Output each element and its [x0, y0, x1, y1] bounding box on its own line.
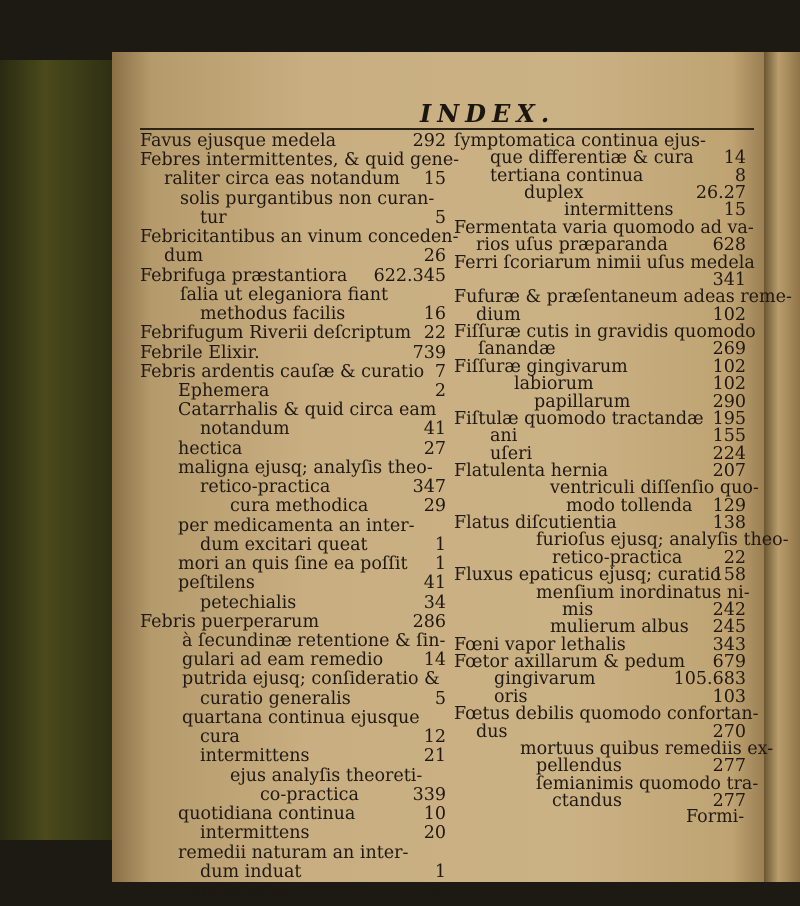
entry-text: oris	[494, 687, 528, 707]
entry-text: raliter circa eas notandum	[164, 169, 400, 189]
entry-text: notandum	[200, 419, 290, 439]
entry-text: Flatulenta hernia	[454, 461, 609, 481]
entry-page-number: 102	[712, 357, 746, 377]
index-entry	[140, 322, 446, 344]
entry-text: co-practica	[260, 785, 359, 805]
entry-text: tertiana continua	[490, 166, 644, 186]
entry-page-number: 26	[423, 881, 446, 901]
entry-text: papillarum	[534, 392, 631, 412]
entry-text: Fiſſuræ gingivarum	[454, 357, 628, 377]
catchword: Formi-	[686, 807, 745, 827]
entry-text: menſium inordinatus ni-	[536, 583, 750, 603]
entry-page-number: 290	[712, 392, 746, 412]
entry-page-number: 343	[712, 635, 746, 655]
index-entry	[200, 822, 446, 844]
entry-text: ſalia ut eleganiora fiant	[180, 285, 389, 305]
entry-page-number: 277	[712, 791, 746, 811]
entry-page-number: 129	[712, 496, 746, 516]
entry-text: Fœtus debilis quomodo confortan-	[454, 704, 759, 724]
entry-text: mori an quis ſine ea poſſit	[178, 554, 408, 574]
entry-text: Febrile Elixir.	[140, 343, 260, 363]
entry-page-number: 41	[423, 573, 446, 593]
entry-text: dum induat	[200, 862, 302, 882]
entry-text: per medicamenta an inter-	[178, 516, 415, 536]
entry-page-number: 269	[712, 339, 746, 359]
entry-page-number: 41	[423, 419, 446, 439]
entry-page-number: 5	[434, 689, 446, 709]
entry-text: ventriculi diſſenſio quo-	[550, 478, 759, 498]
entry-page-number: 207	[712, 461, 746, 481]
entry-text: cura methodica	[230, 496, 369, 516]
entry-text: gulari ad eam remedio	[182, 650, 384, 670]
entry-page-number: 20	[423, 823, 446, 843]
entry-text: ſanandæ	[478, 339, 556, 359]
entry-page-number: 224	[712, 444, 746, 464]
entry-text: dus	[476, 722, 508, 742]
entry-page-number: 1	[434, 862, 446, 882]
entry-page-number: 22	[723, 548, 746, 568]
entry-text: mis	[562, 600, 594, 620]
entry-page-number: 102	[712, 374, 746, 394]
entry-text: ſymptomatica continua ejus-	[454, 131, 706, 151]
entry-page-number: 12	[423, 727, 446, 747]
entry-text: Fiſtulæ quomodo tractandæ	[454, 409, 704, 429]
entry-text: Febrifuga præstantiora	[140, 266, 348, 286]
entry-text: uſeri	[490, 444, 533, 464]
entry-text: à ſecundinæ retentione & ſin-	[182, 631, 446, 651]
entry-text: dum	[164, 246, 204, 266]
index-entry	[164, 168, 446, 190]
entry-text: dium	[476, 305, 521, 325]
entry-text: ejus analyſis theoreti-	[230, 766, 423, 786]
entry-text: Favus ejusque medela	[140, 131, 337, 151]
entry-page-number: 22	[423, 323, 446, 343]
entry-page-number: 105.683	[673, 669, 746, 689]
entry-text: Fufuræ & præſentaneum adeas reme-	[454, 287, 792, 307]
entry-text: Ferri ſcoriarum nimii uſus medela	[454, 253, 755, 273]
entry-page-number: 29	[423, 496, 446, 516]
entry-page-number: 1	[434, 535, 446, 555]
index-entry	[200, 418, 446, 440]
entry-page-number: 628	[712, 235, 746, 255]
entry-page-number: 195	[712, 409, 746, 429]
entry-page-number: 14	[723, 148, 746, 168]
entry-page-number: 16	[423, 304, 446, 324]
entry-text: curatio generalis	[200, 689, 351, 709]
entry-page-number: 286	[412, 612, 446, 632]
entry-page-number: 339	[412, 785, 446, 805]
index-entry	[230, 495, 446, 517]
entry-page-number: 292	[412, 131, 446, 151]
entry-text: intermittens	[200, 746, 310, 766]
index-entry	[182, 668, 446, 690]
entry-text: dum excitari queat	[200, 535, 368, 555]
entry-text: quotidiana continua	[178, 804, 356, 824]
entry-text: quartana continua ejusque	[182, 708, 420, 728]
entry-text: mulierum albus	[550, 617, 689, 637]
entry-text: que differentiæ & cura	[490, 148, 694, 168]
entry-page-number: 679	[712, 652, 746, 672]
entry-text: retico-practica	[552, 548, 683, 568]
entry-page-number: 21	[423, 746, 446, 766]
entry-page-number: 2	[434, 381, 446, 401]
entry-text: rios uſus præparanda	[476, 235, 668, 255]
entry-text: intermittens	[564, 200, 674, 220]
entry-text: ſemianimis quomodo tra-	[536, 774, 759, 794]
entry-text: duplex	[524, 183, 584, 203]
book-spine	[0, 60, 112, 840]
entry-text: Fœtor axillarum & pedum	[454, 652, 686, 672]
running-header: INDEX.	[420, 99, 556, 128]
entry-text: Febres intermittentes, & quid gene-	[140, 150, 460, 170]
entry-page-number: 1	[434, 554, 446, 574]
entry-page-number: 14	[423, 650, 446, 670]
entry-page-number: 26.27	[695, 183, 746, 203]
entry-page-number: 27	[423, 439, 446, 459]
entry-page-number: 270	[712, 722, 746, 742]
entry-text: Fluxus epaticus ejusq; curatio	[454, 565, 721, 585]
entry-text: Fœni vapor lethalis	[454, 635, 626, 655]
entry-text: labiorum	[514, 374, 594, 394]
entry-text: hectica	[178, 439, 243, 459]
entry-text: modo tollenda	[566, 496, 693, 516]
entry-page-number: 26	[423, 246, 446, 266]
entry-text: Febricitantibus an vinum conceden-	[140, 227, 459, 247]
entry-text: Febrifugum Riverii deſcriptum	[140, 323, 412, 343]
entry-text: ctandus	[552, 791, 622, 811]
entry-text: maligna ejusq; analyſis theo-	[178, 458, 433, 478]
entry-page-number: 739	[412, 343, 446, 363]
entry-text: retico-practica	[200, 477, 331, 497]
entry-page-number: 7	[434, 362, 446, 382]
entry-page-number: 34	[423, 593, 446, 613]
entry-text: peſtilens	[178, 573, 255, 593]
entry-text: Febris ardentis cauſæ & curatio	[140, 362, 425, 382]
entry-text: cura	[200, 727, 240, 747]
entry-text: tur	[200, 208, 227, 228]
entry-page-number: 622.345	[373, 266, 446, 286]
entry-page-number: 242	[712, 600, 746, 620]
entry-page-number: 15	[723, 200, 746, 220]
entry-text: pellendus	[536, 756, 622, 776]
entry-text: gingivarum	[494, 669, 596, 689]
entry-text: remedii naturam an inter-	[178, 843, 409, 863]
entry-page-number: 5	[434, 208, 446, 228]
entry-text: solis purgantibus non curan-	[180, 189, 435, 209]
index-entry	[178, 572, 446, 594]
entry-text: Fermentata varia quomodo ad va-	[454, 218, 754, 238]
index-entry	[200, 745, 446, 767]
entry-page-number: 245	[712, 617, 746, 637]
entry-text: Ephemera	[178, 381, 270, 401]
entry-page-number: 155	[712, 426, 746, 446]
entry-text: mortuus quibus remediis ex-	[520, 739, 774, 759]
entry-text: ani	[490, 426, 518, 446]
entry-text: Febris puerperarum	[140, 612, 320, 632]
entry-page-number: 158	[712, 565, 746, 585]
index-entry	[178, 880, 446, 902]
entry-text: ſemitertiana	[178, 881, 288, 901]
entry-page-number: 15	[423, 169, 446, 189]
entry-text: Flatus diſcutientia	[454, 513, 617, 533]
entry-text: intermittens	[200, 823, 310, 843]
entry-page-number: 347	[412, 477, 446, 497]
entry-page-number: 10	[423, 804, 446, 824]
entry-page-number: 138	[712, 513, 746, 533]
entry-text: petechialis	[200, 593, 297, 613]
entry-page-number: 277	[712, 756, 746, 776]
entry-text: Fiſſuræ cutis in gravidis quomodo	[454, 322, 756, 342]
entry-text: putrida ejusq; conſideratio &	[182, 669, 440, 689]
entry-page-number: 341	[712, 270, 746, 290]
entry-text: methodus facilis	[200, 304, 346, 324]
entry-page-number: 102	[712, 305, 746, 325]
entry-text: furioſus ejusq; analyſis theo-	[536, 530, 789, 550]
entry-page-number: 103	[712, 687, 746, 707]
entry-page-number: 8	[734, 166, 746, 186]
index-entry	[164, 245, 446, 267]
entry-text: Catarrhalis & quid circa eam	[178, 400, 437, 420]
